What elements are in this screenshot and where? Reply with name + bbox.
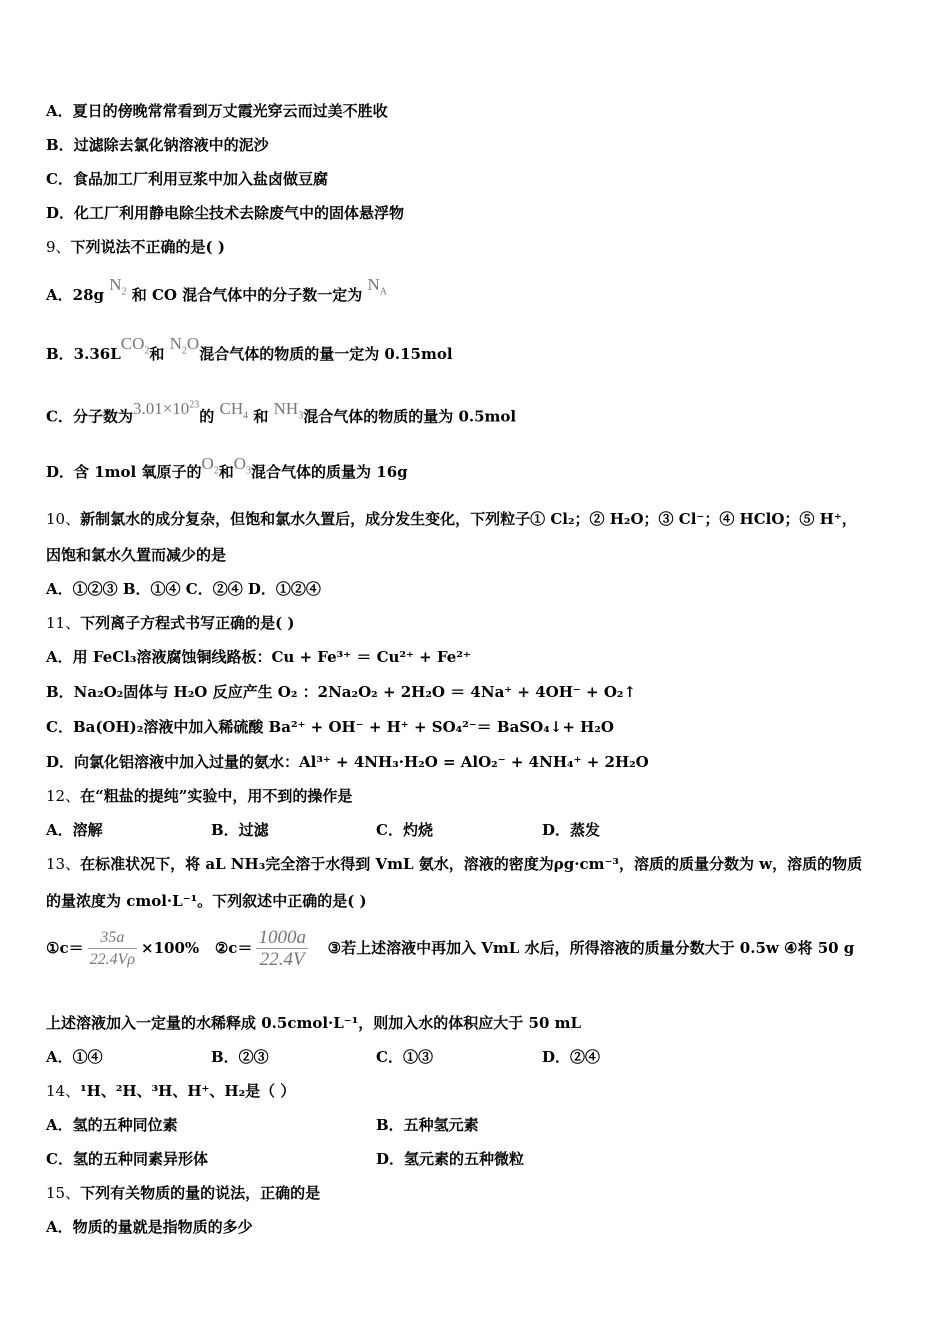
q13-stem-line2: 的量浓度为 cmol·L⁻¹。下列叙述中正确的是( )	[46, 892, 367, 910]
q13-option-a: A．①④	[46, 1048, 103, 1066]
question-text: 下列说法不正确的是( )	[70, 238, 225, 256]
option-text: 混合气体的物质的量一定为 0.15mol	[199, 345, 453, 363]
q12-option-c: C．灼烧	[376, 821, 433, 839]
statement-1-label: ①c＝	[46, 939, 84, 957]
q13-stem-line4: 上述溶液加入一定量的水稀释成 0.5cmol·L⁻¹，则加入水的体积应大于 50 mL	[46, 1014, 582, 1032]
q11-option-d: D．向氯化铝溶液中加入过量的氨水：Al³⁺ + 4NH₃·H₂O = AlO₂⁻ + 4NH₄⁺ + 2H₂O	[46, 753, 649, 771]
q14-option-c: C．氢的五种同素异形体	[46, 1150, 208, 1168]
q8-option-b: B．过滤除去氯化钠溶液中的泥沙	[46, 136, 269, 154]
formula-o3: $O_3$	[233, 454, 252, 477]
question-text: 在“粗盐的提纯”实验中，用不到的操作是	[80, 787, 353, 805]
option-text: 和 CO 混合气体中的分子数一定为	[131, 286, 363, 304]
question-text: 新制氯水的成分复杂，但饱和氯水久置后，成分发生变化，下列粒子① Cl₂；② H₂O；③ Cl⁻；④ HClO；⑤ H⁺，	[80, 510, 857, 528]
q9-option-b: B．$3.36LCO_2$和 $N_2O$混合气体的物质的量一定为 0.15mol	[46, 334, 453, 363]
q8-option-d: D．化工厂利用静电除尘技术去除废气中的固体悬浮物	[46, 204, 405, 222]
formula-avogadro: $3.01\times 10^{23}$	[132, 398, 200, 418]
formula-co2: $CO_2$	[120, 334, 150, 357]
q8-option-a: A．夏日的傍晚常常看到万丈霞光穿云而过美不胜收	[46, 102, 388, 120]
q11-stem	[46, 613, 295, 633]
q10-stem-line2: 因饱和氯水久置而减少的是	[46, 546, 227, 564]
option-text: C．分子数为	[46, 407, 133, 426]
formula-nh3: $NH_3$	[273, 398, 304, 422]
q14-stem	[46, 1081, 295, 1101]
q15-stem	[46, 1183, 320, 1203]
question-number: 13、	[46, 855, 81, 873]
question-text: 下列有关物质的量的说法，正确的是	[80, 1184, 321, 1202]
q11-option-c: C．Ba(OH)₂溶液中加入稀硫酸 Ba²⁺ + OH⁻ + H⁺ + SO₄²⁻＝ BaSO₄↓+ H₂O	[46, 718, 614, 736]
q12-stem	[46, 786, 352, 806]
q9-option-c: C．分子数为$3.01\times 10^{23}$的 $CH_4$ 和 $NH_3$混合气体的物质的量为 0.5mol	[46, 398, 517, 426]
q13-statements: ①c＝ $\frac{35a}{22.4V\rho}$ ×100% ②c＝ $\frac{1000a}{22.4V}$ ③若上述溶液中再加入 VmL 水后，所得溶液的质量分数大于 0.5w ④将 50 g	[46, 926, 855, 970]
question-number: 11、	[46, 614, 81, 632]
question-number: 15、	[46, 1184, 81, 1202]
q14-option-d: D．氢元素的五种微粒	[376, 1150, 525, 1168]
q13-option-d: D．②④	[542, 1048, 601, 1066]
q13-stem-line1	[46, 854, 862, 874]
formula-n2o: $N_2O$	[169, 334, 200, 357]
statement-3-4: ③若上述溶液中再加入 VmL 水后，所得溶液的质量分数大于 0.5w ④将 50 g	[327, 939, 855, 957]
option-text: 混合气体的物质的量为 0.5mol	[303, 407, 517, 426]
q13-option-b: B．②③	[211, 1048, 269, 1066]
question-text: 下列离子方程式书写正确的是( )	[80, 614, 295, 632]
option-text: A．28g	[46, 286, 105, 304]
option-text: D．含 1mol 氧原子的	[46, 463, 202, 481]
q12-option-a: A．溶解	[46, 821, 103, 839]
question-text: 在标准状况下，将 aL NH₃完全溶于水得到 VmL 氨水，溶液的密度为ρg·cm⁻³，溶质的质量分数为 w，溶质的物质	[80, 855, 863, 873]
q14-option-b: B．五种氢元素	[376, 1116, 479, 1134]
option-text: 混合气体的质量为 16g	[251, 463, 408, 481]
question-number: 12、	[46, 787, 81, 805]
question-text: ¹H、²H、³H、H⁺、H₂是（ ）	[80, 1082, 296, 1100]
q9-stem	[46, 237, 225, 257]
q8-option-c: C．食品加工厂利用豆浆中加入盐卤做豆腐	[46, 170, 328, 188]
formula-n2: $N_2$	[109, 275, 127, 298]
q15-option-a: A．物质的量就是指物质的多少	[46, 1218, 253, 1236]
q10-stem-line1	[46, 509, 857, 529]
fraction-35a: $\frac{35a}{22.4V\rho}$	[89, 928, 136, 968]
q11-option-a: A．用 FeCl₃溶液腐蚀铜线路板：Cu + Fe³⁺ ＝ Cu²⁺ + Fe²⁺	[46, 648, 471, 666]
option-text: B．3.36L	[46, 345, 121, 363]
q14-option-a: A．氢的五种同位素	[46, 1116, 178, 1134]
q9-option-d: D．含 1mol 氧原子的$O_2$和$O_3$混合气体的质量为 16g	[46, 454, 408, 481]
q11-option-b: B．Na₂O₂固体与 H₂O 反应产生 O₂ ：2Na₂O₂ + 2H₂O ＝ 4Na⁺ + 4OH⁻ + O₂↑	[46, 683, 637, 701]
q9-option-a	[46, 275, 387, 312]
fraction-1000a: $\frac{1000a}{22.4V}$	[258, 926, 306, 970]
q12-option-b: B．过滤	[211, 821, 269, 839]
question-number: 14、	[46, 1082, 81, 1100]
question-number: 10、	[46, 510, 81, 528]
question-number: 9、	[46, 238, 71, 256]
q10-options: A．①②③ B．①④ C．②④ D．①②④	[46, 580, 321, 598]
formula-ch4: $CH_4$	[219, 398, 249, 422]
formula-o2: $O_2$	[201, 454, 219, 477]
q12-option-d: D．蒸发	[542, 821, 601, 839]
q13-option-c: C．①③	[376, 1048, 433, 1066]
formula-na: $N_A$	[367, 275, 387, 298]
statement-2-label: ②c＝	[214, 939, 253, 957]
